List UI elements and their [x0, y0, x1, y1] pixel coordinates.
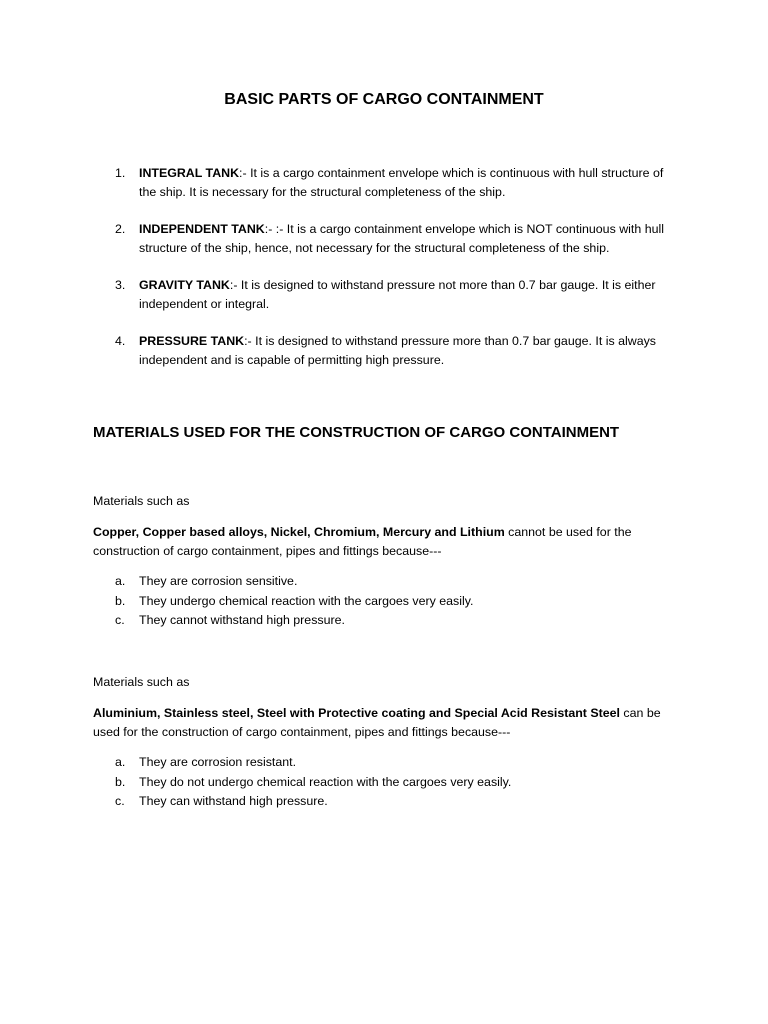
list-letter: a. [115, 574, 126, 588]
reason-text: They do not undergo chemical reaction with the cargoes very easily. [139, 774, 512, 789]
list-number: 4. [115, 334, 126, 348]
list-item [93, 164, 683, 202]
list-item [93, 592, 673, 612]
suitable-materials-section [93, 673, 673, 812]
material-names: Aluminium, Stainless steel, Steel with Protective coating and Special Acid Resistant Steel [93, 706, 620, 720]
term-separator: :- :- [264, 222, 287, 236]
list-letter: b. [115, 593, 126, 608]
tank-description: It is designed to withstand pressure not more than 0.7 bar gauge. It is either independent or integral. [139, 278, 656, 311]
reason-text: They are corrosion sensitive. [139, 574, 298, 588]
reason-text: They are corrosion resistant. [139, 755, 297, 769]
tank-term: GRAVITY TANK [139, 278, 230, 292]
term-separator: :- [244, 334, 256, 348]
tank-description: It is a cargo containment envelope which is continuous with hull structure of the ship. It is necessary for the structural completeness of the ship. [139, 166, 664, 199]
paragraph-text: cannot be used for the construction of cargo containment, pipes and fittings because--- [93, 525, 632, 558]
reason-text: They can withstand high pressure. [139, 794, 328, 808]
list-number: 1. [115, 166, 126, 180]
paragraph-intro: Materials such as [93, 494, 190, 508]
list-item [93, 792, 673, 812]
reason-text: They undergo chemical reaction with the cargoes very easily. [139, 593, 474, 608]
term-separator: :- [239, 166, 251, 180]
paragraph [93, 523, 673, 561]
document-title: BASIC PARTS OF CARGO CONTAINMENT [224, 91, 544, 108]
list-item [93, 753, 673, 773]
list-letter: b. [115, 774, 126, 789]
tank-term: INDEPENDENT TANK [139, 222, 265, 236]
list-item [93, 611, 673, 631]
list-number: 2. [115, 222, 126, 236]
list-item [93, 773, 673, 793]
list-item [93, 276, 683, 314]
reasons-list [93, 753, 673, 812]
paragraph-intro: Materials such as [93, 675, 190, 689]
tank-description: It is designed to withstand pressure more than 0.7 bar gauge. It is always independent and is capable of permitting high pressure. [139, 334, 656, 367]
paragraph-text: can be used for the construction of cargo containment, pipes and fittings because--- [93, 706, 661, 739]
reason-text: They cannot withstand high pressure. [139, 613, 345, 627]
list-item [93, 220, 683, 258]
term-separator: :- [229, 278, 241, 292]
list-letter: c. [115, 794, 125, 808]
list-number: 3. [115, 278, 126, 292]
tank-types-list [93, 164, 683, 388]
unsuitable-materials-section [93, 492, 673, 631]
section-heading: MATERIALS USED FOR THE CONSTRUCTION OF CARGO CONTAINMENT [93, 424, 620, 441]
tank-term: INTEGRAL TANK [139, 166, 240, 180]
paragraph [93, 704, 673, 742]
tank-description: It is a cargo containment envelope which is NOT continuous with hull structure of the ship, hence, not necessary for the structural completeness of the ship. [139, 222, 664, 255]
list-item [93, 332, 683, 370]
material-names: Copper, Copper based alloys, Nickel, Chromium, Mercury and Lithium [93, 525, 505, 539]
list-letter: a. [115, 755, 126, 769]
tank-term: PRESSURE TANK [139, 334, 245, 348]
list-letter: c. [115, 613, 125, 627]
reasons-list [93, 572, 673, 631]
list-item [93, 572, 673, 592]
